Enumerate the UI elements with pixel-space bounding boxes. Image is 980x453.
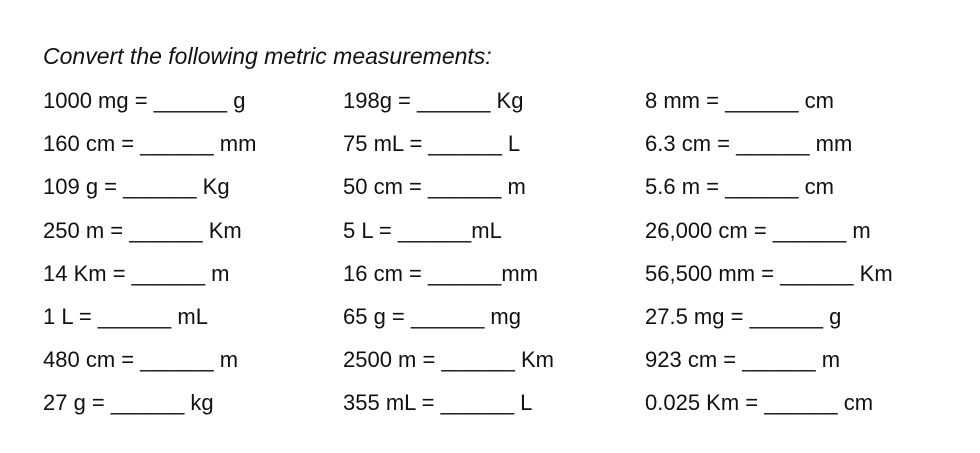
problem-row [343, 86, 554, 129]
problem-row [645, 216, 893, 259]
problem-row [645, 302, 893, 345]
conversion-problem: 27 g = ______ kg [43, 390, 214, 416]
problem-row [645, 259, 893, 302]
problem-column-2 [343, 86, 554, 432]
problem-row [43, 345, 256, 388]
problem-row [343, 172, 554, 215]
conversion-problem: 50 cm = ______ m [343, 174, 526, 200]
problem-row [645, 172, 893, 215]
conversion-problem: 480 cm = ______ m [43, 347, 239, 373]
problem-row [43, 302, 256, 345]
problem-row [43, 388, 256, 431]
problem-row [645, 129, 893, 172]
problem-row [43, 259, 256, 302]
conversion-problem: 0.025 Km = ______ cm [645, 390, 874, 416]
problem-column-1 [43, 86, 256, 432]
conversion-problem: 5 L = ______mL [343, 217, 502, 243]
problem-row [43, 86, 256, 129]
conversion-problem: 160 cm = ______ mm [43, 131, 257, 157]
conversion-problem: 75 mL = ______ L [343, 131, 521, 157]
conversion-problem: 16 cm = ______mm [343, 260, 539, 286]
conversion-problem: 8 mm = ______ cm [645, 88, 834, 113]
conversion-problem: 198g = ______ Kg [343, 88, 524, 113]
conversion-problem: 1 L = ______ mL [43, 303, 208, 329]
conversion-problem: 1000 mg = ______ g [43, 88, 246, 113]
conversion-problem: 14 Km = ______ m [43, 260, 230, 286]
conversion-problem: 923 cm = ______ m [645, 347, 841, 373]
conversion-problem: 109 g = ______ Kg [43, 174, 230, 200]
problem-row [343, 345, 554, 388]
problem-row [343, 259, 554, 302]
problem-row [343, 216, 554, 259]
worksheet-title: Convert the following metric measurements: [43, 43, 492, 69]
problem-row [645, 388, 893, 431]
conversion-problem: 6.3 cm = ______ mm [645, 131, 853, 157]
problem-row [343, 388, 554, 431]
problem-row [343, 129, 554, 172]
problem-row [645, 345, 893, 388]
conversion-problem: 26,000 cm = ______ m [645, 217, 871, 243]
conversion-problem: 2500 m = ______ Km [343, 347, 554, 373]
problem-row [43, 129, 256, 172]
problem-row [343, 302, 554, 345]
conversion-problem: 56,500 mm = ______ Km [645, 260, 893, 286]
problem-row [43, 172, 256, 215]
conversion-problem: 5.6 m = ______ cm [645, 174, 834, 200]
problem-column-3 [645, 86, 893, 432]
conversion-problem: 355 mL = ______ L [343, 390, 533, 416]
conversion-problem: 27.5 mg = ______ g [645, 303, 842, 329]
problem-row [645, 86, 893, 129]
problem-row [43, 216, 256, 259]
conversion-problem: 250 m = ______ Km [43, 217, 242, 243]
conversion-problem: 65 g = ______ mg [343, 303, 521, 329]
